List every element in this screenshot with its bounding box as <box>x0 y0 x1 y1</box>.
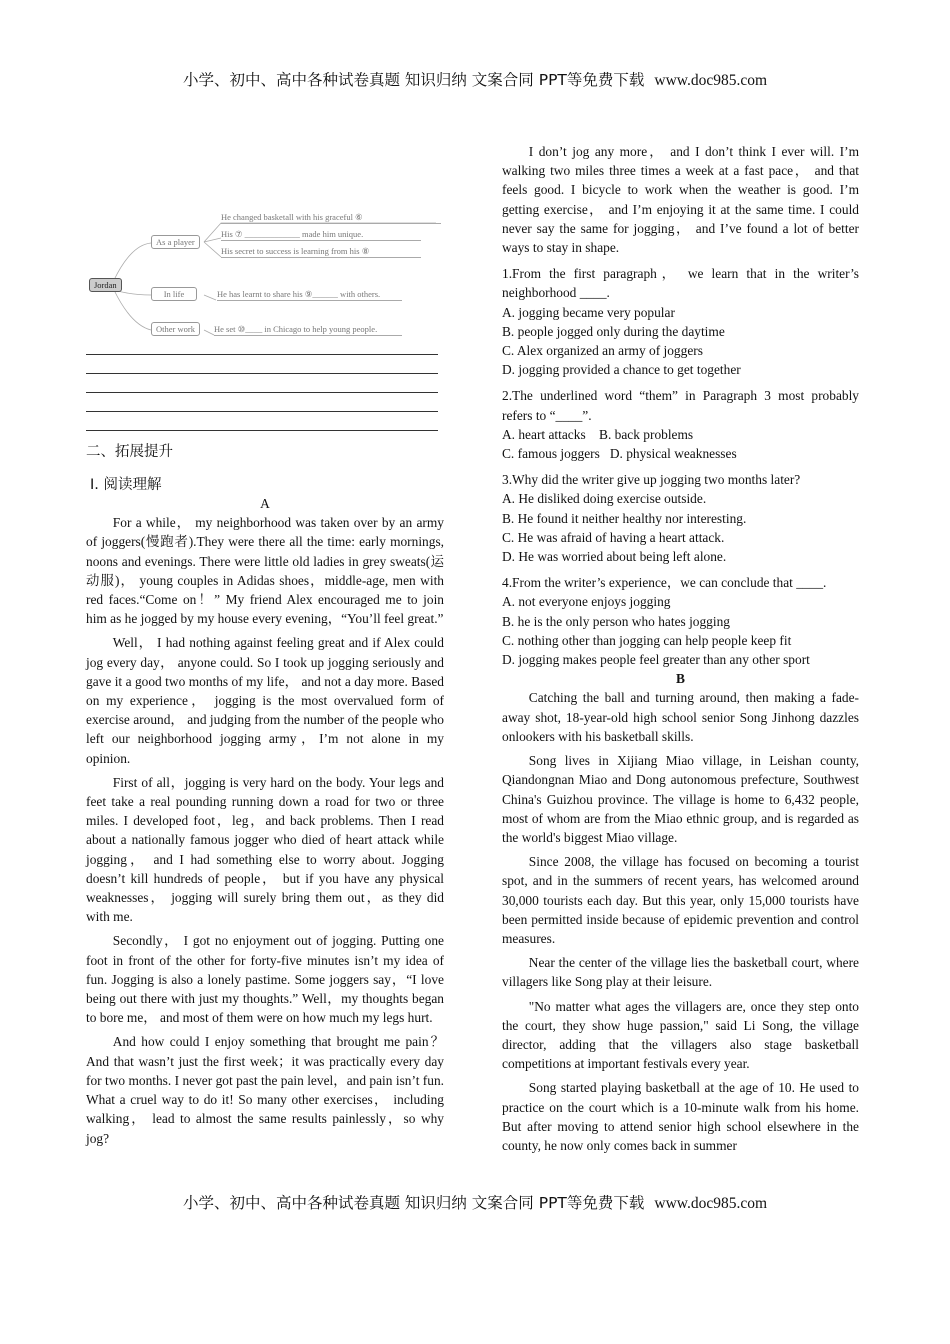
paragraph: And how could I enjoy something that brought me pain？And that wasn’t just the first week；it was practically every day for two months. I never got past the pain level，and pain isn’t fun. What a cruel way to do it! So many other exercises， including walking， lead to almost the same results painlessly，so why jog? <box>86 1034 444 1146</box>
subsection-title: Ⅰ. 阅读理解 <box>90 477 162 494</box>
question-option: A. heart attacks B. back problems <box>502 426 694 442</box>
question-option: B. he is the only person who hates jogging <box>502 613 730 629</box>
branch-in-life: In life <box>151 287 197 301</box>
paragraph: Song lives in Xijiang Miao village, in Leishan county, Qiandongnan Miao and Dong autonomous prefecture, Southwest China's Guizhou province. The village is home to 6,432 people, most of whom are from the Miao ethnic group, and is regarded as the world's biggest Miao village. <box>502 753 859 845</box>
paragraph: Secondly， I got no enjoyment out of jogging. Putting one foot in front of the other for forty-five minutes isn’t my idea of fun. Jogging is also a lonely pastime. Some joggers say，“I love being out there with just my thoughts.” Well，my thoughts began to bore me， and most of them were on how much my legs hurt. <box>86 933 444 1026</box>
section-title: 二、拓展提升 <box>86 444 173 460</box>
passage-a-label: A <box>260 496 270 511</box>
mind-map-leaf: He has learnt to share his ⑨______ with others. <box>217 289 402 301</box>
question-stem: 4.From the writer’s experience，we can conclude that ____. <box>502 575 827 591</box>
header-url: www.doc985.com <box>654 72 768 89</box>
paragraph: First of all，jogging is very hard on the body. Your legs and feet take a real pounding running down a road for two or three miles. I developed foot，leg，and back problems. Then I read about a nationally famous jogger who died of heart attack while jogging， and I had something else to worry about. Jogging doesn’t kill hundreds of people， but if you have any physical weaknesses， jogging will surely bring them out，as they did with me. <box>86 774 444 925</box>
question-option: A. jogging became very popular <box>502 304 675 320</box>
question-option: D. He was worried about being left alone. <box>502 549 727 565</box>
question-option: B. He found it neither healthy nor interesting. <box>502 510 747 526</box>
footer-text: 小学、初中、高中各种试卷真题 知识归纳 文案合同 PPT等免费下载 <box>182 1194 645 1212</box>
passage-a-column <box>86 494 444 1153</box>
mind-map-leaf: His secret to success is learning from his ⑧ <box>221 246 421 258</box>
question-option: A. not everyone enjoys jogging <box>502 594 671 610</box>
paragraph: Song started playing basketball at the age of 10. He used to practice on the court which is a 10-minute walk from his home. But after moving to attend senior high school elsewhere in the county, he now only comes back in summer <box>502 1080 859 1153</box>
question-option: C. famous joggers D. physical weaknesses <box>502 446 737 462</box>
paragraph: Catching the ball and turning around, then making a fade-away shot, 18-year-old high school senior Song Jinhong dazzles onlookers with his basketball skills. <box>502 690 859 744</box>
question-option: D. jogging makes people feel greater than any other sport <box>502 652 810 668</box>
mind-map-leaf: He changed basketall with his graceful ⑥ <box>221 212 441 224</box>
right-column <box>502 142 859 1160</box>
questions <box>502 264 859 669</box>
question-option: C. Alex organized an army of joggers <box>502 343 703 359</box>
answer-line <box>86 419 438 431</box>
answer-line <box>86 343 438 355</box>
question-option: A. He disliked doing exercise outside. <box>502 491 707 507</box>
paragraph: "No matter what ages the villagers are, once they step onto the court, they show huge passion," said Li Song, the village director, adding that the villagers also stage basketball competitions at important festivals every year. <box>502 998 859 1072</box>
branch-other-work: Other work <box>151 322 200 336</box>
mind-map-root: Jordan <box>89 278 122 292</box>
branch-as-a-player: As a player <box>151 235 200 249</box>
question-stem: 1.From the first paragraph， we learn that in the writer’s neighborhood ____. <box>502 266 859 301</box>
question-option: D. jogging provided a chance to get together <box>502 362 741 378</box>
mind-map-leaf: His ⑦ _____________ made him unique. <box>221 229 421 241</box>
paragraph: Well， I had nothing against feeling great and if Alex could jog every day， anyone could. So I took up jogging seriously and gave it a good two months of my life， and not a day more. Based on my experience， jogging is the most overvalued form of exercise around， and judging from the number of the people who left our neighborhood jogging army，I’m not alone in my opinion. <box>86 635 444 766</box>
page-header <box>0 68 950 90</box>
footer-url: www.doc985.com <box>654 1195 768 1212</box>
question-stem: 2.The underlined word “them” in Paragraph 3 most probably refers to “____”. <box>502 388 859 423</box>
jordan-mind-map <box>86 205 446 345</box>
left-column <box>86 343 438 505</box>
question-option: B. people jogged only during the daytime <box>502 323 725 339</box>
paragraph: I don’t jog any more， and I don’t think I ever will. I’m walking two miles three times a week at a fast pace， and that feels good. I bicycle to work when the weather is good. I’m getting exercise， and I’m enjoying it at the same time. I could never say the same for jogging， and I’ve found a lot of better ways to stay in shape. <box>502 144 859 256</box>
paragraph: For a while， my neighborhood was taken over by an army of joggers(慢跑者).They were there all the time: early mornings, noons and evenings. There were little old ladies in grey sweats(运动服)， young couples in Adidas shoes，middle-age, men with red faces.“Come on！” My friend Alex encouraged me to join him as he jogged by my house every evening，“You’ll feel great.” <box>86 515 444 627</box>
question-option: C. He was afraid of having a heart attack. <box>502 529 725 545</box>
answer-line <box>86 400 438 412</box>
question-stem: 3.Why did the writer give up jogging two months later? <box>502 472 801 488</box>
page-footer <box>0 1191 950 1213</box>
question-option: C. nothing other than jogging can help people keep fit <box>502 632 792 648</box>
mind-map-leaf: He set ⑩____ in Chicago to help young people. <box>214 324 402 336</box>
answer-line <box>86 381 438 393</box>
header-text: 小学、初中、高中各种试卷真题 知识归纳 文案合同 PPT等免费下载 <box>182 71 645 89</box>
paragraph: Near the center of the village lies the basketball court, where villagers like Song play at their leisure. <box>502 955 859 990</box>
paragraph: Since 2008, the village has focused on becoming a tourist spot, and in the summers of recent years, has welcomed around 30,000 tourists each day. But this year, only 15,000 tourists have been permitted inside because of epidemic prevention and control measures. <box>502 854 859 946</box>
answer-line <box>86 362 438 374</box>
passage-b-label: B <box>676 671 685 687</box>
